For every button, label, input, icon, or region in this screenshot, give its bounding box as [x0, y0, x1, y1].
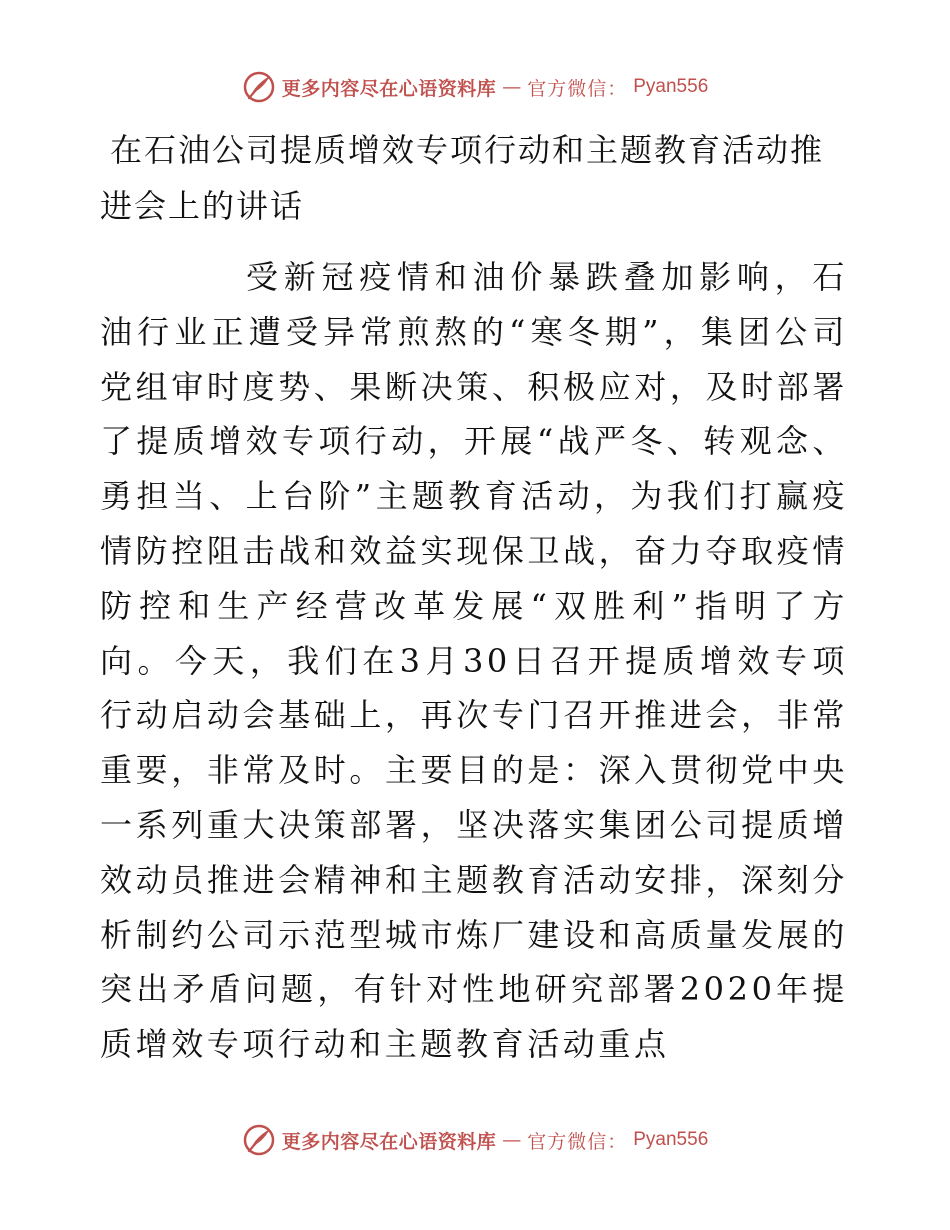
watermark-main-text: 更多内容尽在心语资料库	[281, 1130, 497, 1153]
watermark-wechat-label: 官方微信：	[527, 1130, 628, 1153]
watermark-wechat-id: Pyan556	[633, 76, 709, 97]
watermark-separator: —	[502, 1129, 522, 1151]
header-watermark	[0, 70, 950, 104]
watermark-separator: —	[502, 76, 522, 98]
body-paragraph: 受新冠疫情和油价暴跌叠加影响，石油行业正遭受异常煎熬的“寒冬期”，集团公司党组审时度势、果断决策、积极应对，及时部署了提质增效专项行动，开展“战严冬、转观念、勇担当、上台阶”主题教育活动，为我们打赢疫情防控阻击战和效益实现保卫战，奋力夺取疫情防控和生产经营改革发展“双胜利”指明了方向。今天，我们在3月30日召开提质增效专项行动启动会基础上，再次专门召开推进会，非常重要，非常及时。主要目的是：深入贯彻党中央一系列重大决策部署，坚决落实集团公司提质增效动员推进会精神和主题教育活动安排，深刻分析制约公司示范型城市炼厂建设和高质量发展的突出矛盾问题，有针对性地研究部署2020年提质增效专项行动和主题教育活动重点	[100, 258, 848, 1064]
quill-feather-icon	[242, 70, 276, 104]
watermark-wechat-label: 官方微信：	[527, 77, 628, 100]
watermark-main-text: 更多内容尽在心语资料库	[281, 77, 497, 100]
watermark-wechat-id: Pyan556	[633, 1129, 709, 1150]
footer-watermark	[0, 1123, 950, 1157]
quill-feather-icon	[242, 1123, 276, 1157]
document-title: 在石油公司提质增效专项行动和主题教育活动推进会上的讲话	[100, 131, 825, 225]
